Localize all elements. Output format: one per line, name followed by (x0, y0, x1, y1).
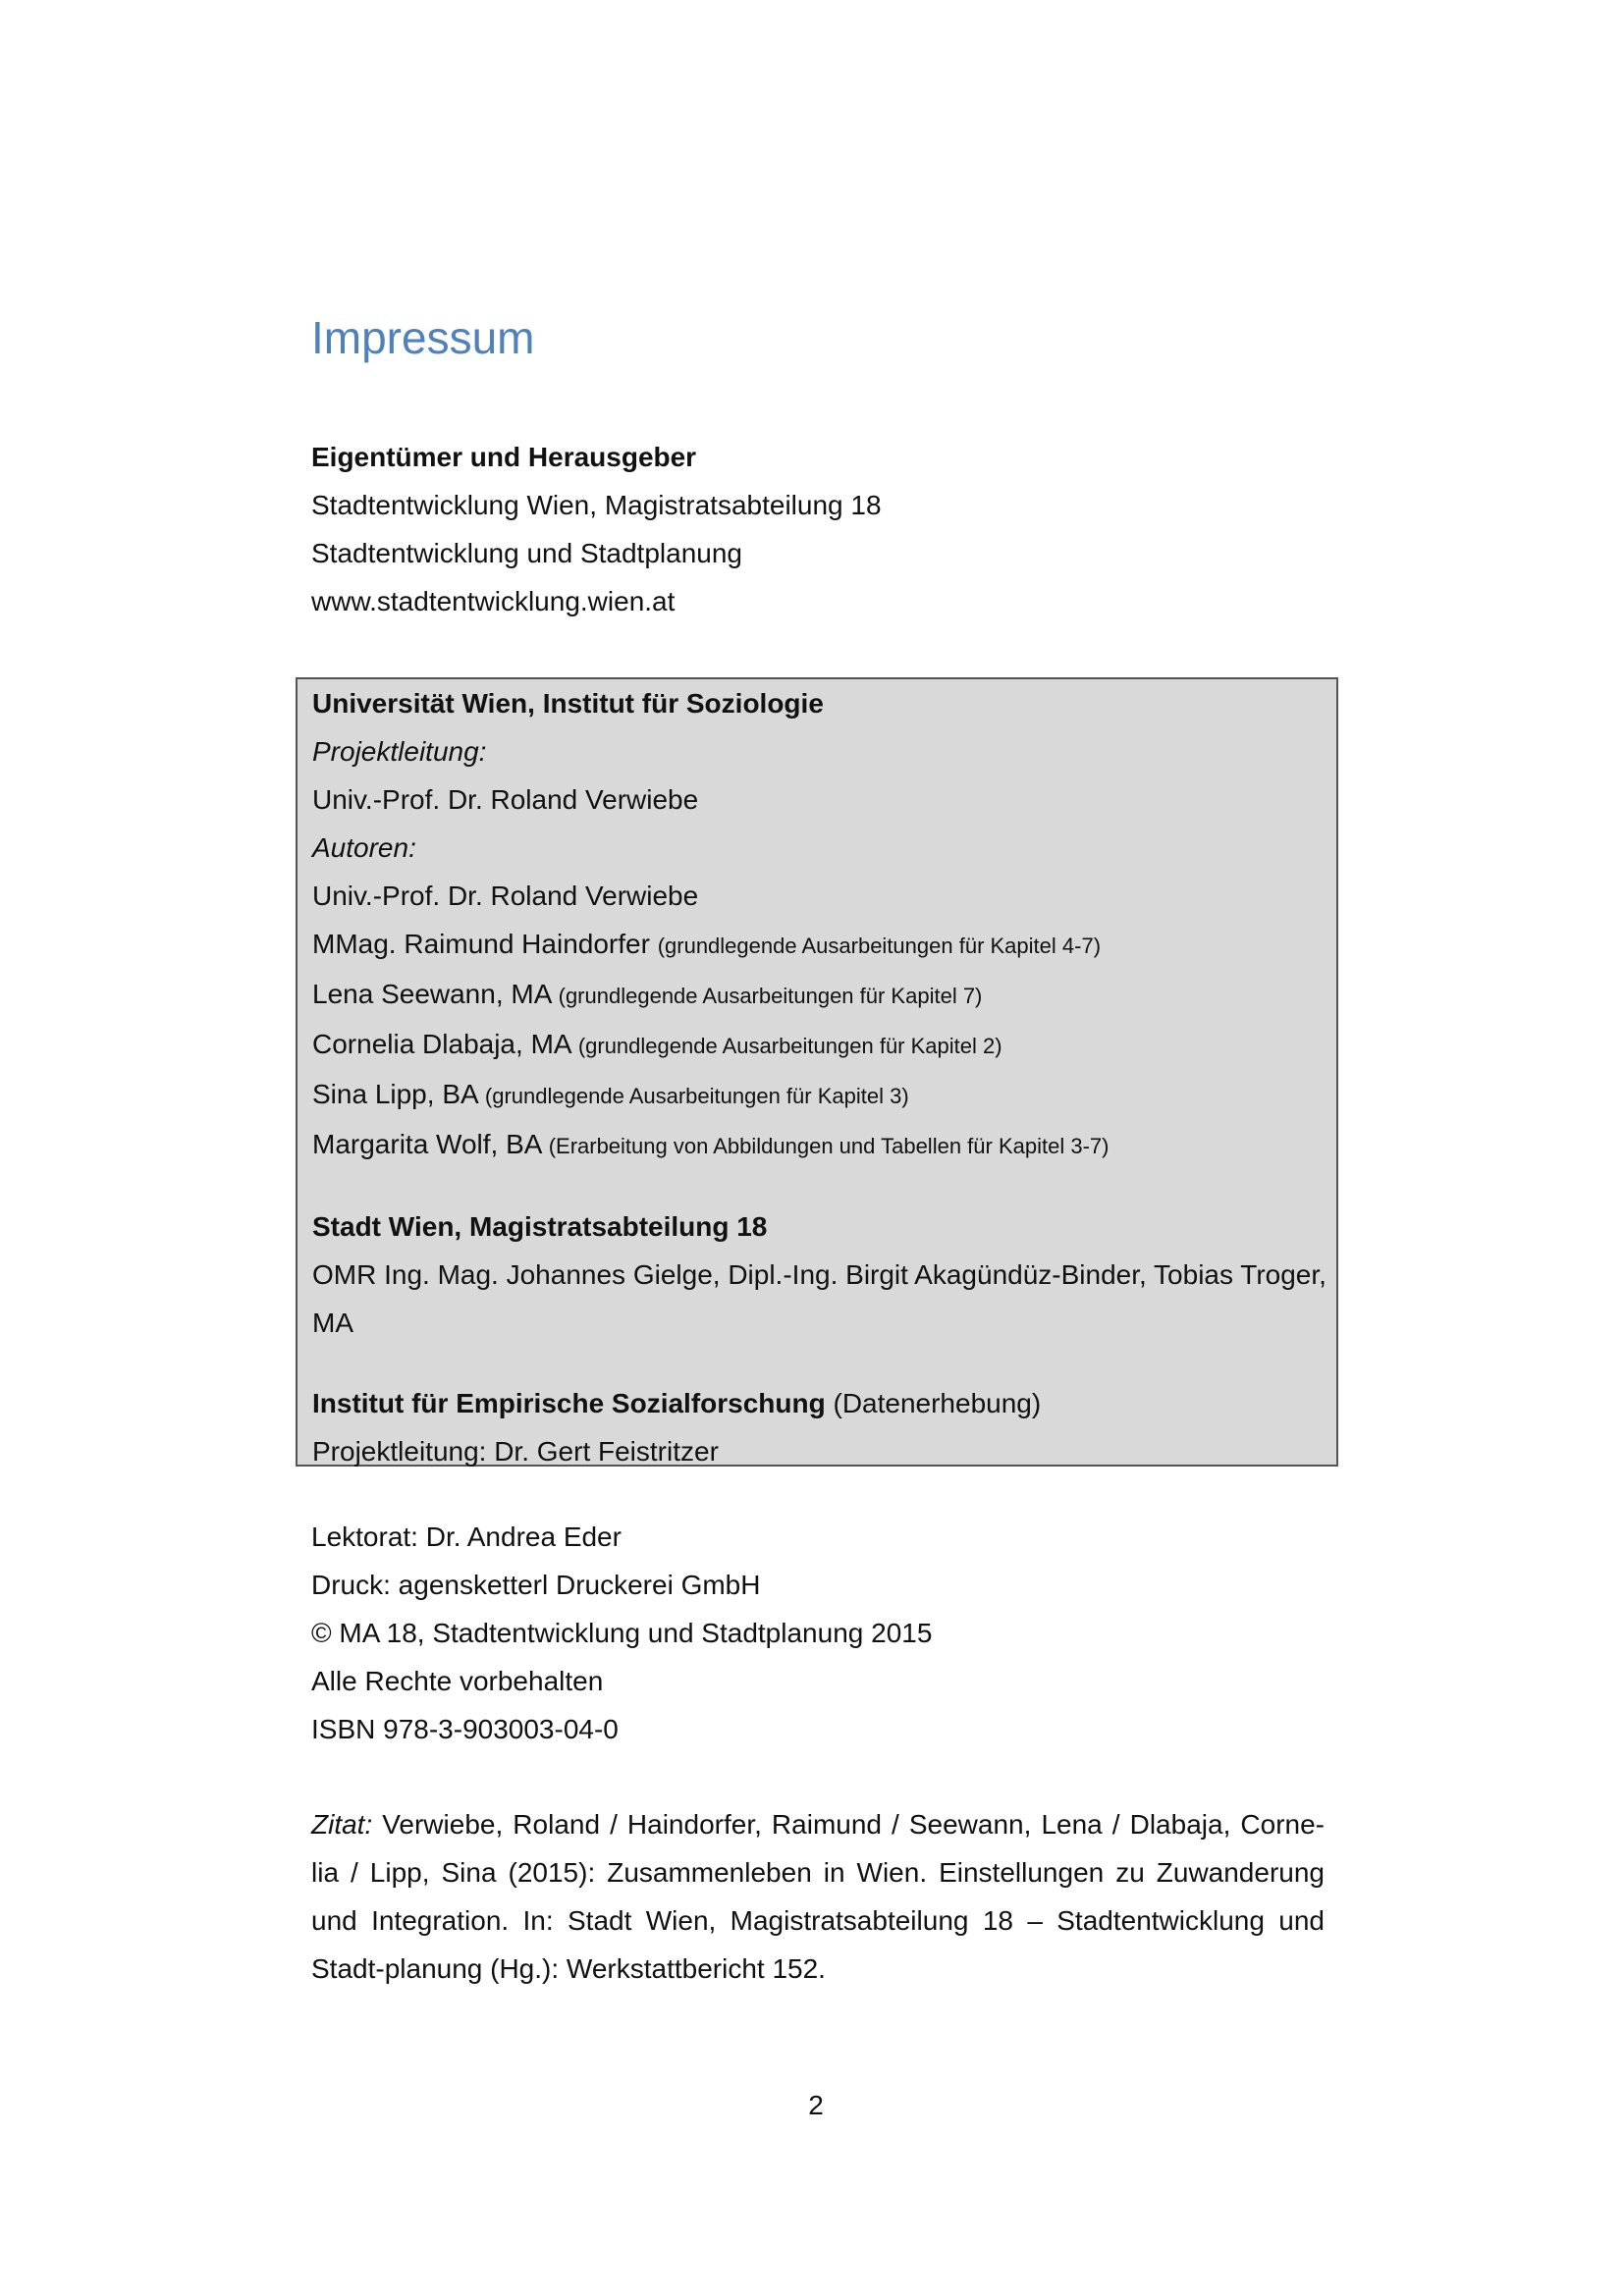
city-staff-line: MA (312, 1308, 353, 1338)
editor-line: Lektorat: Dr. Andrea Eder (311, 1522, 622, 1552)
author-note: (grundlegende Ausarbeitungen für Kapitel 7) (558, 984, 983, 1008)
citation-label: Zitat: (311, 1809, 373, 1840)
city-staff-line: OMR Ing. Mag. Johannes Gielge, Dipl.-Ing. Birgit Akagündüz-Binder, Tobias Troger, (312, 1259, 1326, 1290)
author-item (312, 872, 1324, 920)
owner-section (311, 433, 882, 625)
author-item (312, 920, 1324, 970)
citation-paragraph (311, 1800, 1325, 1993)
author-item (312, 1020, 1324, 1070)
publication-details (311, 1513, 932, 1753)
city-heading: Stadt Wien, Magistratsabteilung 18 (312, 1211, 768, 1242)
author-name: MMag. Raimund Haindorfer (312, 929, 650, 959)
institute-lead: Projektleitung: Dr. Gert Feistritzer (312, 1436, 719, 1467)
owner-line: Stadtentwicklung und Stadtplanung (311, 538, 742, 568)
institute-heading: Institut für Empirische Sozialforschung (312, 1388, 826, 1418)
isbn-line: ISBN 978-3-903003-04-0 (311, 1714, 619, 1744)
authors-label: Autoren: (312, 832, 416, 863)
project-lead-name: Univ.-Prof. Dr. Roland Verwiebe (312, 784, 699, 815)
citation-text: Verwiebe, Roland / Haindorfer, Raimund / Seewann, Lena / Dlabaja, Corne-lia / Lipp, Sina (2015): Zusammenleben in Wien. Einstellungen zu Zuwanderung und Integration. In: Stadt Wien, Magistratsabteilung 18 – Stadtentwicklung und Stadt-planung (Hg.): Werkstattbericht 152. (311, 1809, 1325, 1984)
author-note: (grundlegende Ausarbeitungen für Kapitel 2) (577, 1034, 1002, 1058)
author-note: (grundlegende Ausarbeitungen für Kapitel 3) (484, 1084, 909, 1108)
author-name: Univ.-Prof. Dr. Roland Verwiebe (312, 881, 699, 911)
institute-suffix: (Datenerhebung) (825, 1388, 1042, 1418)
author-name: Lena Seewann, MA (312, 979, 551, 1009)
print-line: Druck: agensketterl Druckerei GmbH (311, 1570, 761, 1600)
author-item (312, 970, 1324, 1020)
page-title: Impressum (311, 312, 535, 363)
author-note: (Erarbeitung von Abbildungen und Tabellen für Kapitel 3-7) (548, 1134, 1110, 1158)
author-name: Margarita Wolf, BA (312, 1129, 541, 1159)
author-name: Cornelia Dlabaja, MA (312, 1029, 571, 1059)
project-lead-label: Projektleitung: (312, 736, 487, 767)
institute-line (312, 1379, 1324, 1427)
author-note: (grundlegende Ausarbeitungen für Kapitel 4-7) (657, 934, 1102, 958)
page-number: 2 (808, 2090, 824, 2120)
owner-line: Stadtentwicklung Wien, Magistratsabteilung 18 (311, 490, 882, 520)
university-heading: Universität Wien, Institut für Soziologie (312, 688, 824, 719)
rights-line: Alle Rechte vorbehalten (311, 1666, 604, 1696)
author-name: Sina Lipp, BA (312, 1079, 478, 1109)
author-item (312, 1070, 1324, 1120)
section-spacer (312, 1347, 1324, 1379)
copyright-line: © MA 18, Stadtentwicklung und Stadtplanung 2015 (311, 1618, 933, 1648)
owner-website: www.stadtentwicklung.wien.at (311, 586, 676, 616)
author-item (312, 1120, 1324, 1170)
owner-heading: Eigentümer und Herausgeber (311, 442, 697, 472)
credits-box (296, 677, 1338, 1467)
section-spacer (312, 1170, 1324, 1202)
